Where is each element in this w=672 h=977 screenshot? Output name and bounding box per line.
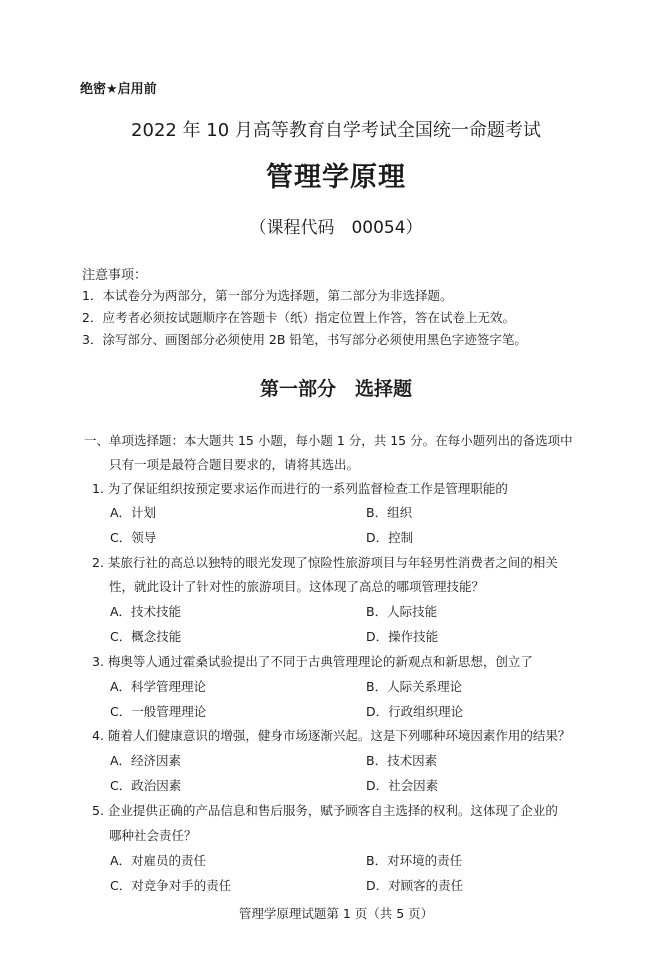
- section-instructions-cont: 只有一项是最符合题目要求的，请将其选出。: [109, 457, 360, 472]
- option-c: C．一般管理理论: [110, 704, 207, 719]
- exam-title: 2022 年 10 月高等教育自学考试全国统一命题考试: [131, 120, 541, 141]
- question-text-cont: 性，就此设计了针对性的旅游项目。这体现了高总的哪项管理技能？: [109, 579, 485, 594]
- option-c: C．政治因素: [110, 778, 182, 793]
- note-item: 3．涂写部分、画图部分必须使用 2B 铅笔，书写部分必须使用黑色字迹签字笔。: [82, 332, 527, 347]
- option-b: B．组织: [366, 505, 413, 520]
- notes-heading: 注意事项：: [82, 268, 148, 283]
- option-b: B．技术因素: [366, 753, 438, 768]
- option-d: D．行政组织理论: [366, 704, 464, 719]
- question-text: 2. 某旅行社的高总以独特的眼光发现了惊险性旅游项目与年轻男性消费者之间的相关: [92, 555, 558, 570]
- option-c: C．概念技能: [110, 629, 182, 644]
- question-text: 1. 为了保证组织按预定要求运作而进行的一系列监督检查工作是管理职能的: [92, 481, 508, 496]
- option-d: D．操作技能: [366, 629, 439, 644]
- option-d: D．控制: [366, 530, 414, 545]
- note-item: 2．应考者必须按试题顺序在答题卡（纸）指定位置上作答，答在试卷上无效。: [82, 310, 515, 325]
- part-one-title: 第一部分 选择题: [259, 378, 412, 400]
- option-a: A．对雇员的责任: [110, 853, 207, 868]
- option-c: C．对竞争对手的责任: [110, 878, 232, 893]
- question-text: 3. 梅奥等人通过霍桑试验提出了不同于古典管理理论的新观点和新思想，创立了: [92, 654, 533, 669]
- option-a: A．经济因素: [110, 753, 182, 768]
- page-footer: 管理学原理试题第 1 页（共 5 页）: [238, 906, 434, 921]
- option-c: C．领导: [110, 530, 157, 545]
- option-b: B．人际技能: [366, 604, 438, 619]
- option-d: D．对顾客的责任: [366, 878, 464, 893]
- option-a: A．科学管理理论: [110, 679, 207, 694]
- confidential-label: 绝密★启用前: [80, 82, 157, 97]
- course-code: （课程代码 00054）: [249, 218, 423, 238]
- option-a: A．技术技能: [110, 604, 182, 619]
- question-text: 4. 随着人们健康意识的增强，健身市场逐渐兴起。这是下列哪种环境因素作用的结果？: [92, 728, 571, 743]
- option-a: A．计划: [110, 505, 157, 520]
- option-d: D．社会因素: [366, 778, 439, 793]
- option-b: B．对环境的责任: [366, 853, 463, 868]
- subject-title: 管理学原理: [266, 162, 406, 193]
- note-item: 1．本试卷分为两部分，第一部分为选择题，第二部分为非选择题。: [82, 288, 453, 303]
- section-instructions: 一、单项选择题：本大题共 15 小题，每小题 1 分，共 15 分。在每小题列出的备选项中: [84, 433, 573, 448]
- question-text-cont: 哪种社会责任？: [109, 828, 197, 843]
- option-b: B．人际关系理论: [366, 679, 463, 694]
- question-text: 5. 企业提供正确的产品信息和售后服务，赋予顾客自主选择的权利。这体现了企业的: [92, 803, 558, 818]
